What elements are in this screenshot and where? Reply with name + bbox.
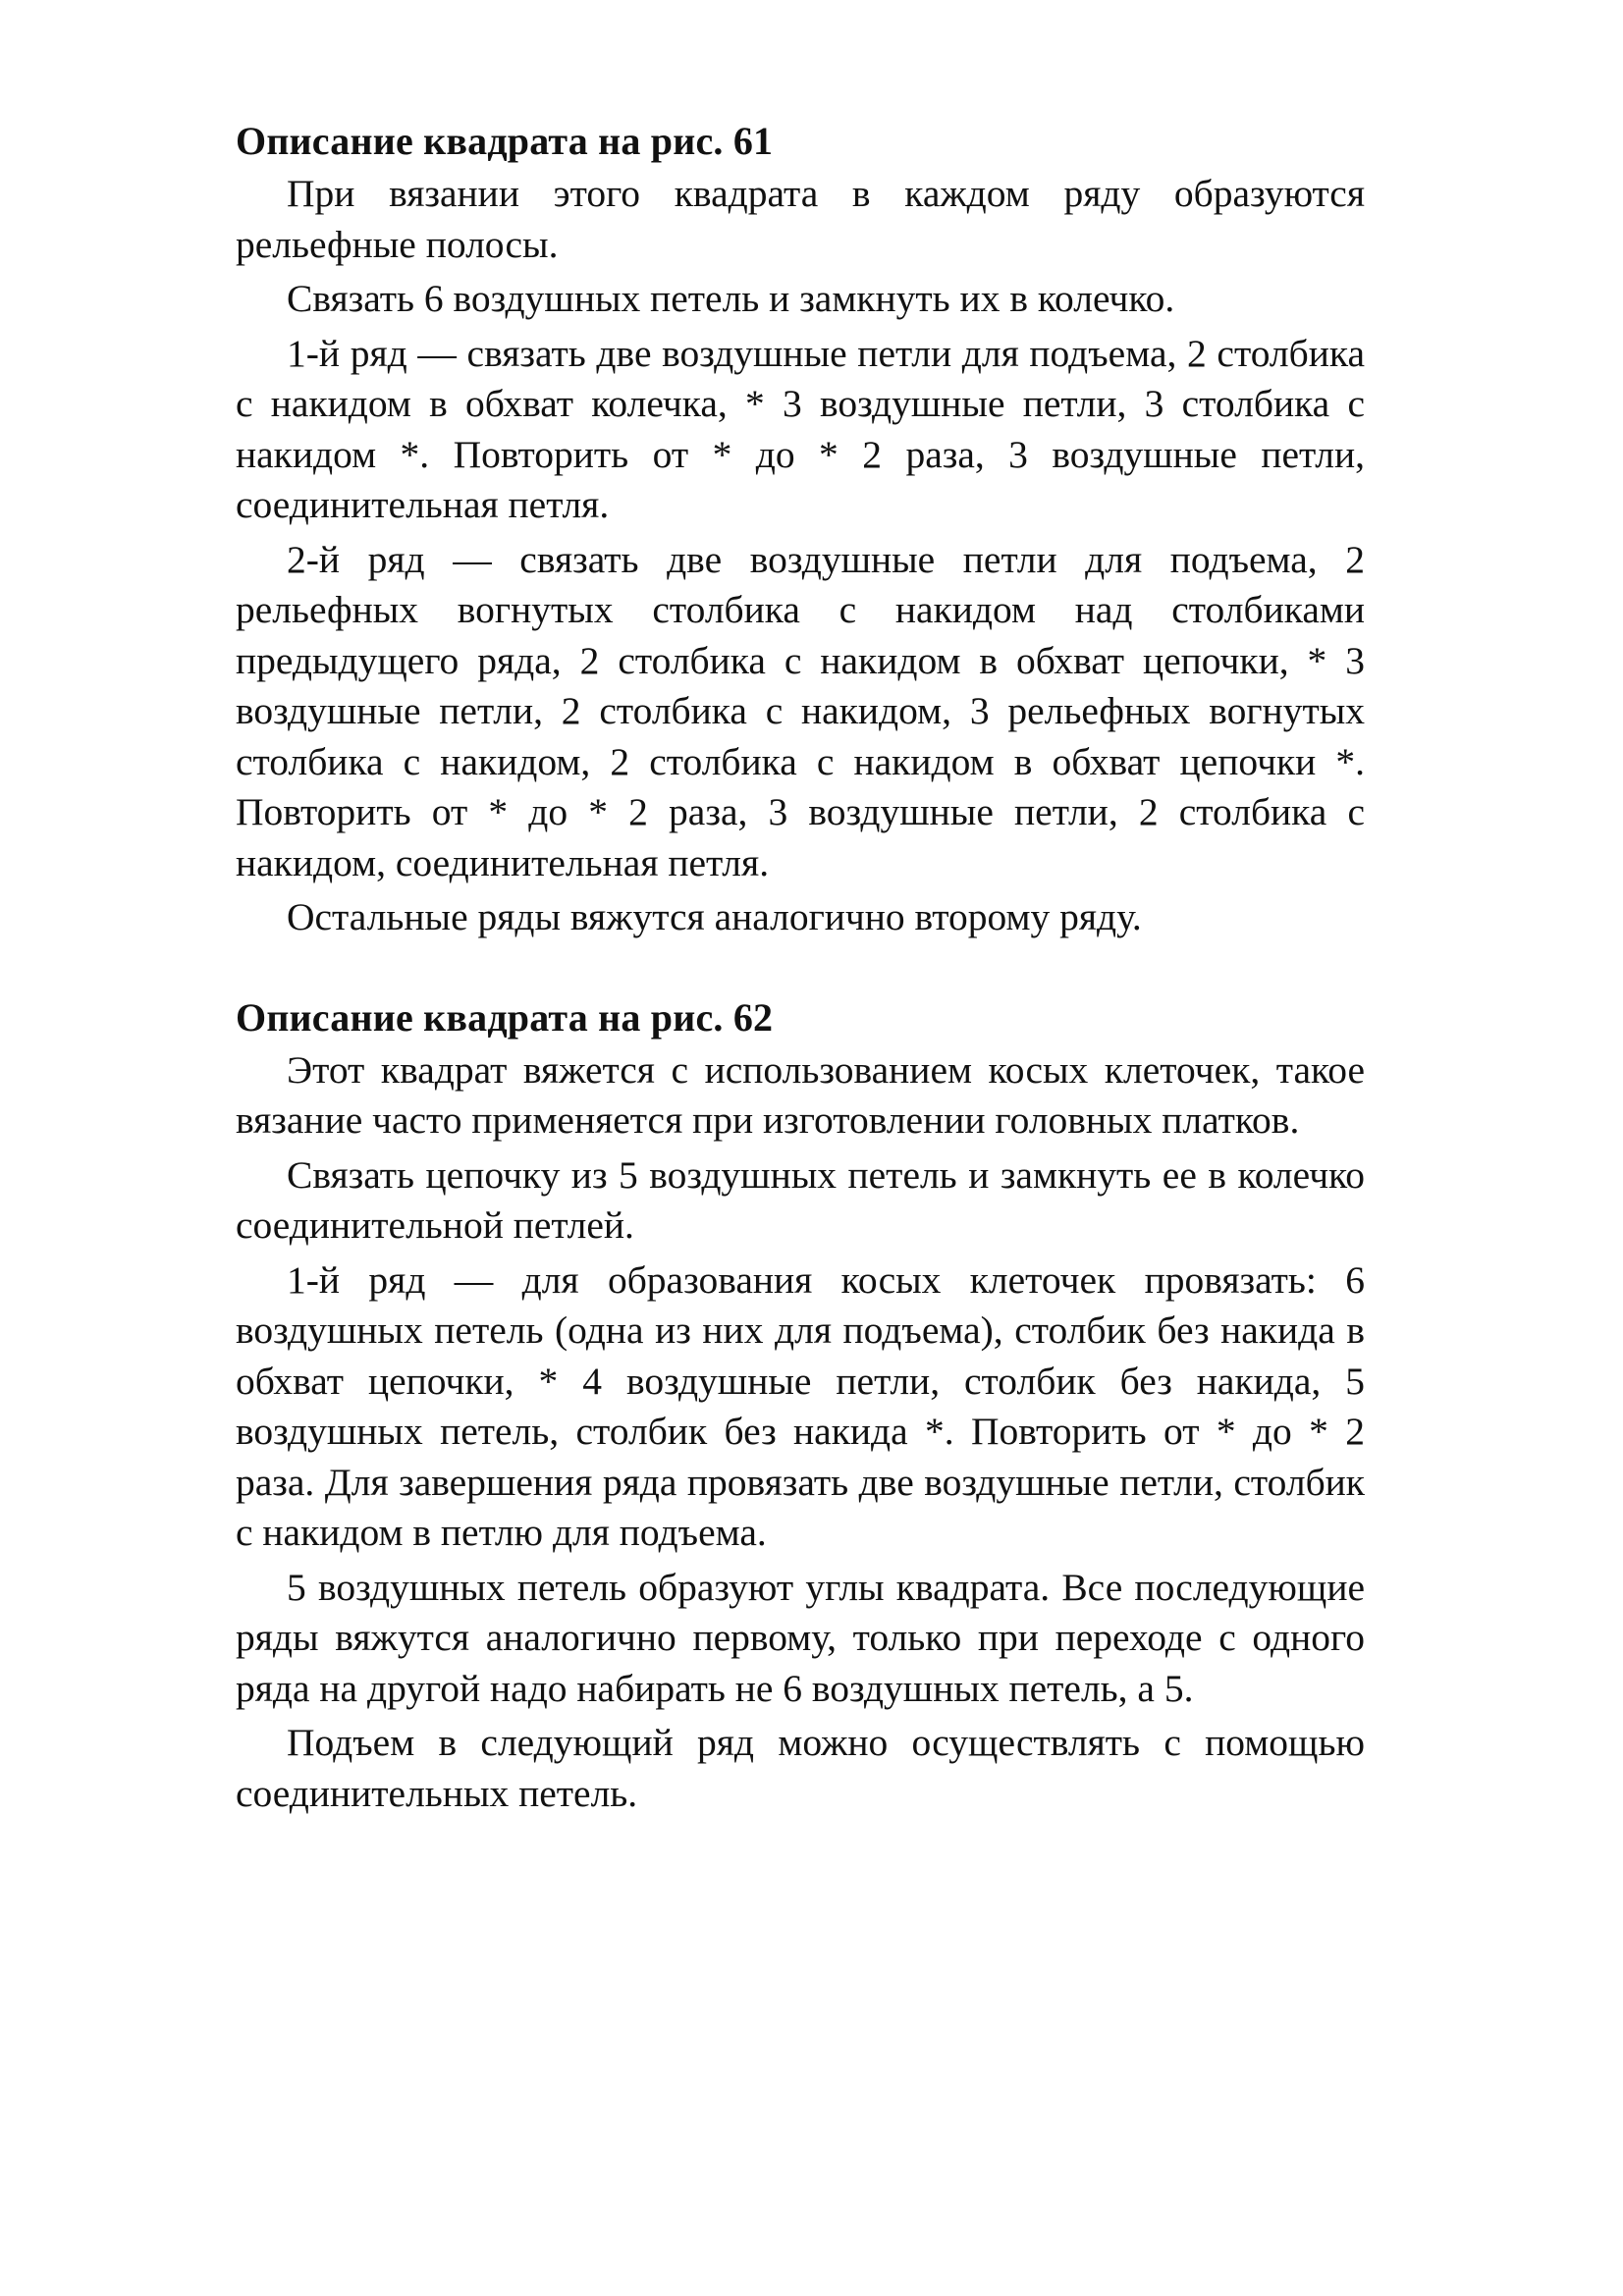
document-page: [236, 116, 1365, 1823]
section-fig-61: [236, 116, 1365, 943]
section-heading: Описание квадрата на рис. 62: [236, 994, 774, 1040]
paragraph: 2-й ряд — связать две воздушные петли для подъема, 2 рельефных вогнутых столбика с накидом над столбиками предыдущего ряда, 2 столбика с накидом в обхват цепочки, * 3 воздушные петли, 2 столбика с накидом, 3 рельефных вогнутых столбика с накидом, 2 столбика с накидом в обхват цепочки *. Повторить от * до * 2 раза, 3 воздушные петли, 2 столбика с накидом, соединительная петля.: [236, 537, 1365, 884]
paragraph: 1-й ряд — связать две воздушные петли для подъема, 2 столбика с накидом в обхват колечка, * 3 воздушные петли, 3 столбика с накидом *. Повторить от * до * 2 раза, 3 воздушные петли, соединительная петля.: [236, 331, 1365, 526]
paragraph: Подъем в следующий ряд можно осуществлять с помощью соединительных петель.: [236, 1721, 1365, 1815]
paragraph: 1-й ряд — для образования косых клеточек провязать: 6 воздушных петель (одна из них для подъема), столбик без накида в обхват цепочки, * 4 воздушные петли, столбик без накида, 5 воздушных петель, столбик без накида *. Повторить от * до * 2 раза. Для завершения ряда провязать две воздушные петли, столбик с накидом в петлю для подъема.: [236, 1257, 1365, 1554]
paragraph: Связать 6 воздушных петель и замкнуть их в колечко.: [287, 277, 1175, 320]
section-fig-62: [236, 992, 1365, 1820]
section-heading: Описание квадрата на рис. 61: [236, 119, 774, 163]
paragraph: 5 воздушных петель образуют углы квадрата. Все последующие ряды вяжутся аналогично первому, только при переходе с одного ряда на другой надо набирать не 6 воздушных петель, а 5.: [236, 1565, 1365, 1710]
paragraph: Остальные ряды вяжутся аналогично второму ряду.: [287, 895, 1142, 938]
paragraph: Связать цепочку из 5 воздушных петель и замкнуть ее в колечко соединительной петлей.: [236, 1152, 1365, 1247]
paragraph: При вязании этого квадрата в каждом ряду образуются рельефные полосы.: [236, 172, 1365, 266]
paragraph: Этот квадрат вяжется с использованием косых клеточек, такое вязание часто применяется при изготовлении головных платков.: [236, 1047, 1365, 1142]
